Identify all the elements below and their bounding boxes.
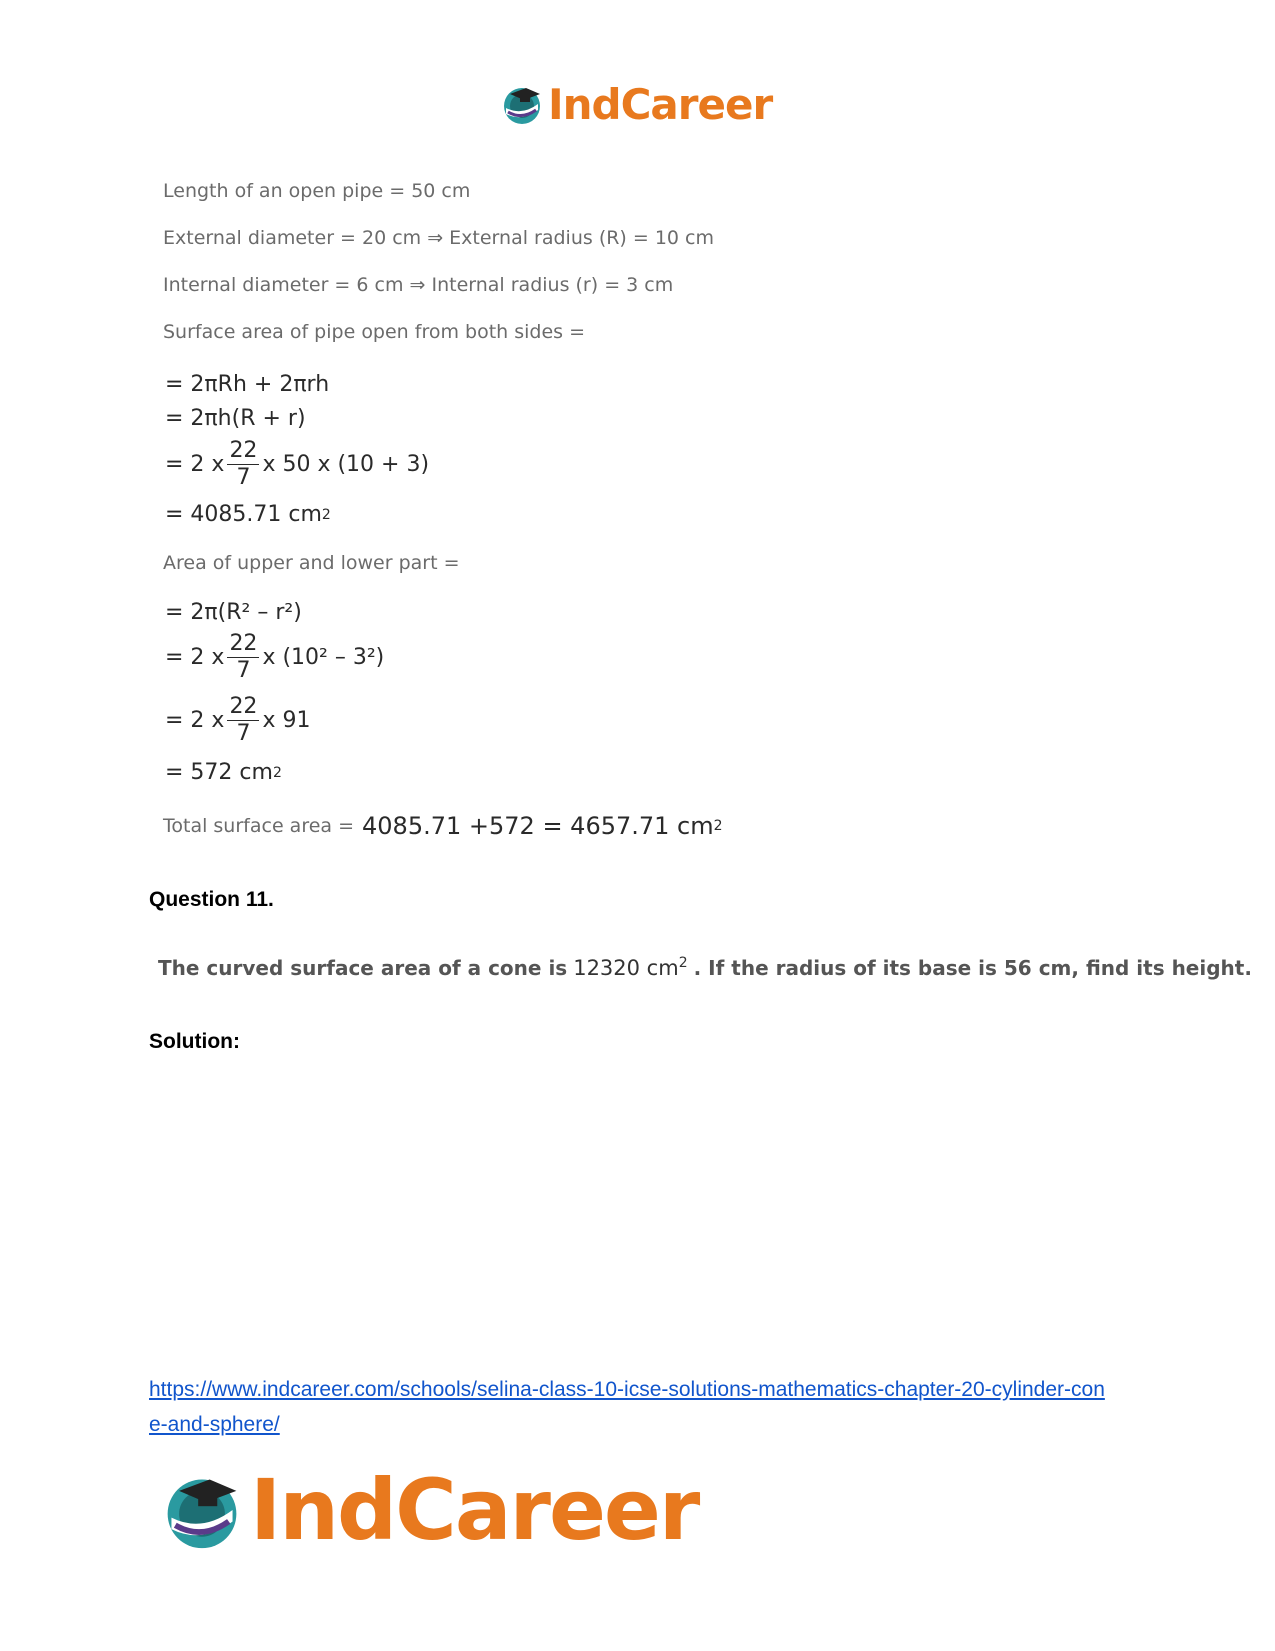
header-logo xyxy=(500,80,772,128)
question-value xyxy=(573,955,687,980)
question-text-end: . If the radius of its base is 56 cm, find its height. xyxy=(693,956,1252,980)
solution-heading: Solution: xyxy=(149,1030,240,1053)
fraction xyxy=(227,696,259,745)
calc2-line3 xyxy=(165,696,310,745)
question-text xyxy=(158,955,1252,980)
header-logo-text: IndCareer xyxy=(548,79,773,129)
surface-area-label: Surface area of pipe open from both sides = xyxy=(163,321,586,343)
superscript: 2 xyxy=(713,818,723,834)
fraction-numerator: 22 xyxy=(229,694,258,719)
calc2-line2-prefix: = 2 x xyxy=(165,645,225,670)
calc1-line3-suffix: x 50 x (10 + 3) xyxy=(262,452,430,477)
footer-logo xyxy=(160,1461,699,1559)
calc2-line1: = 2π(R² – r²) xyxy=(165,600,302,625)
calc1-line1: = 2πRh + 2πrh xyxy=(165,372,330,397)
superscript: 2 xyxy=(272,764,282,781)
given-external: External diameter = 20 cm ⇒ External radius (R) = 10 cm xyxy=(163,227,715,249)
footer-logo-text: IndCareer xyxy=(250,1461,699,1559)
fraction-numerator: 22 xyxy=(229,438,258,463)
question-text-start: The curved surface area of a cone is xyxy=(158,956,568,980)
given-internal: Internal diameter = 6 cm ⇒ Internal radius (r) = 3 cm xyxy=(163,274,674,296)
given-length: Length of an open pipe = 50 cm xyxy=(163,180,471,202)
fraction-numerator: 22 xyxy=(229,631,258,656)
fraction xyxy=(227,633,259,682)
area-upper-lower-label: Area of upper and lower part = xyxy=(163,552,460,574)
question-heading: Question 11. xyxy=(149,888,274,911)
calc2-line2-suffix: x (10² – 3²) xyxy=(262,645,385,670)
total-label: Total surface area = xyxy=(163,815,355,837)
calc2-result: = 572 cm xyxy=(165,760,273,785)
calc1-result: = 4085.71 cm xyxy=(165,502,322,527)
calc2-line3-prefix: = 2 x xyxy=(165,708,225,733)
graduation-cap-globe-icon xyxy=(500,82,544,126)
calc2-line4 xyxy=(165,760,282,785)
calc1-line4 xyxy=(165,502,331,527)
calc2-line3-suffix: x 91 xyxy=(262,708,311,733)
calc2-line2 xyxy=(165,633,384,682)
footer-link[interactable]: https://www.indcareer.com/schools/selina-class-10-icse-solutions-mathematics-chapter-20-cylinder-cone-and-sphere/ xyxy=(149,1378,1105,1436)
fraction-denominator: 7 xyxy=(236,721,251,746)
calc1-line3 xyxy=(165,440,429,489)
total-line xyxy=(163,812,723,840)
fraction-denominator: 7 xyxy=(236,658,251,683)
superscript: 2 xyxy=(321,506,331,523)
calc1-line2: = 2πh(R + r) xyxy=(165,406,306,431)
fraction xyxy=(227,440,259,489)
calc1-line3-prefix: = 2 x xyxy=(165,452,225,477)
total-value: 4085.71 +572 = 4657.71 cm xyxy=(362,812,714,840)
question-value-text: 12320 cm xyxy=(573,956,679,980)
graduation-cap-globe-icon xyxy=(160,1468,244,1552)
fraction-denominator: 7 xyxy=(236,465,251,490)
superscript: 2 xyxy=(678,955,688,971)
